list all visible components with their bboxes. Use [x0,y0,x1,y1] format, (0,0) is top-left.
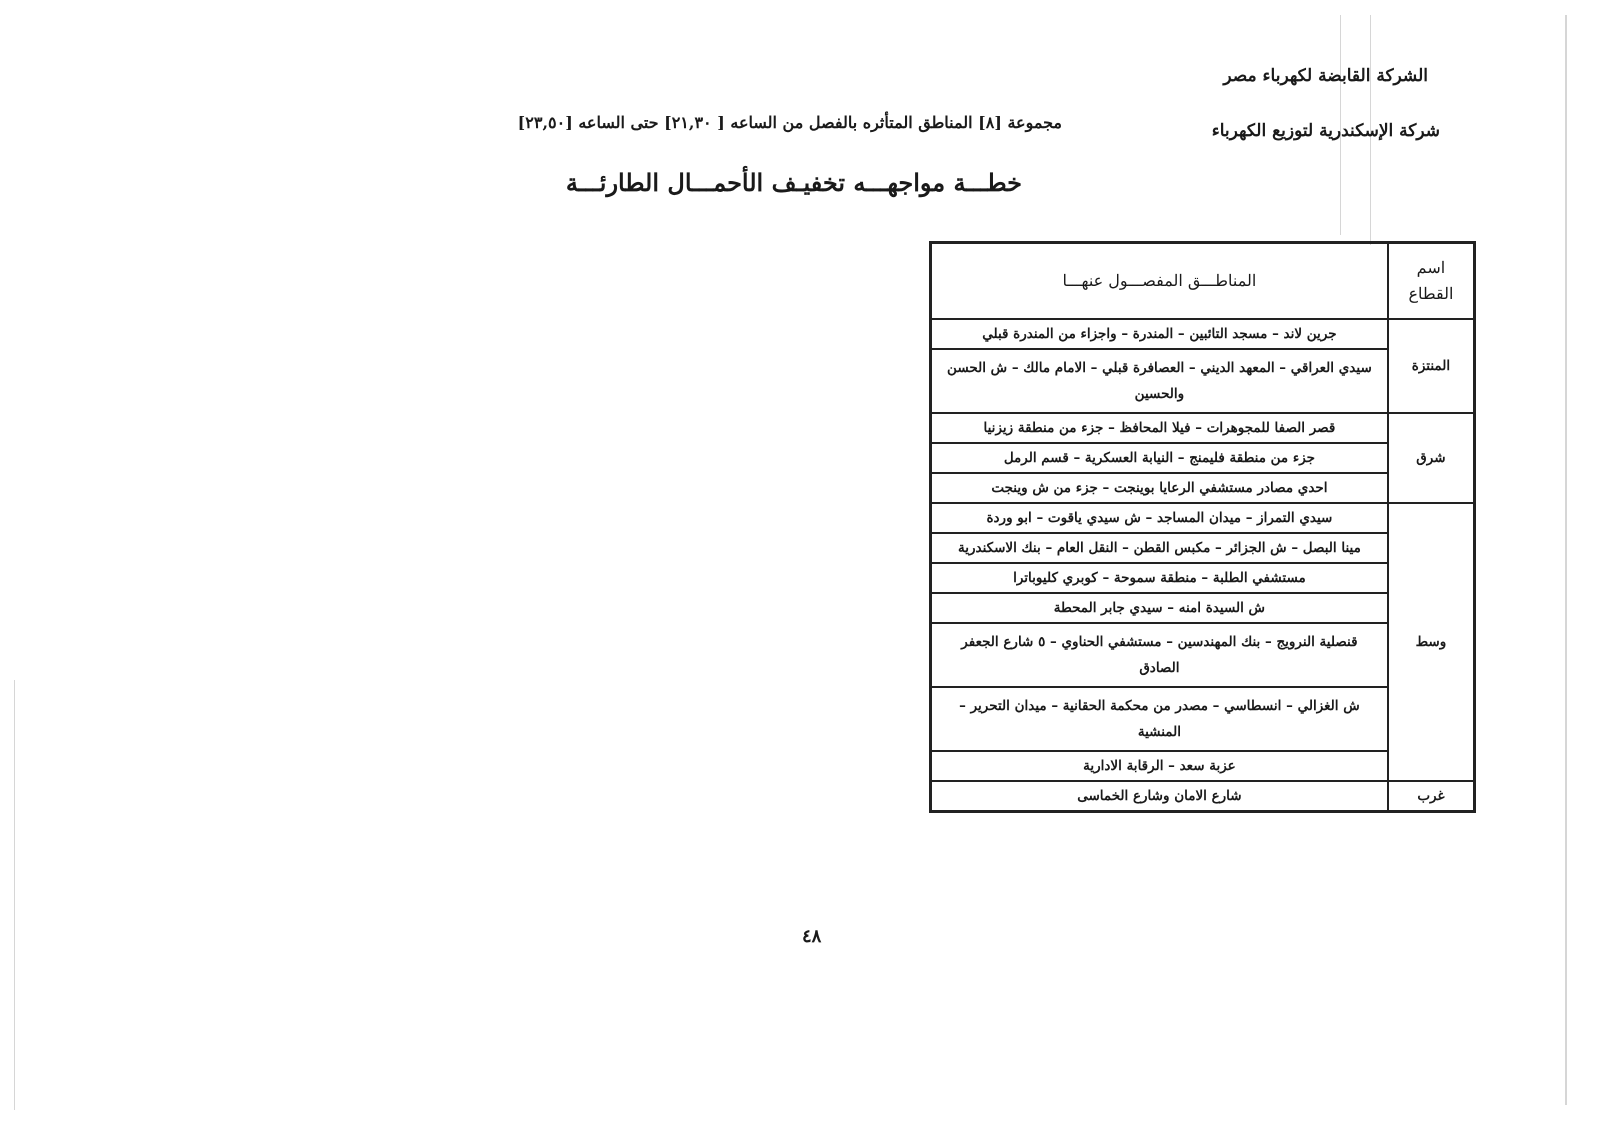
table-header-row [931,243,1475,320]
areas-cell: قصر الصفا للمجوهرات – فيلا المحافظ – جزء من منطقة زيزنيا [931,413,1388,443]
table-row [931,781,1475,811]
areas-cell: احدي مصادر مستشفي الرعايا بوينجت – جزء من ش وينجت [931,473,1388,503]
group-schedule-line: مجموعة [٨] المناطق المتأثره بالفصل من الساعه [ ٢١,٣٠] حتى الساعه [٢٣,٥٠] [517,113,1062,132]
table-row [931,503,1475,533]
areas-cell: قنصلية النرويج – بنك المهندسين – مستشفي الحناوي – ٥ شارع الجعفر الصادق [931,623,1388,687]
areas-cell: جرين لاند – مسجد التائبين – المندرة – واجزاء من المندرة قبلي [931,319,1388,349]
sector-cell-montaza: المنتزة [1388,319,1475,413]
table-row [931,413,1475,443]
plan-title: خطـــة مواجهـــه تخفيـف الأحمـــال الطارئـــة [565,168,1022,197]
areas-cell: شارع الامان وشارع الخماسى [931,781,1388,811]
column-header-areas: المناطـــق المفصـــول عنهـــا [931,243,1388,320]
areas-cell: سيدي العراقي – المعهد الديني – العصافرة قبلي – الامام مالك – ش الحسن والحسين [931,349,1388,413]
sector-cell-east: شرق [1388,413,1475,503]
table-row [931,319,1475,349]
areas-cell: مستشفي الطلبة – منطقة سموحة – كوبري كليوباترا [931,563,1388,593]
areas-cell: جزء من منطقة فليمنج – النيابة العسكرية – قسم الرمل [931,443,1388,473]
areas-cell: عزبة سعد – الرقابة الادارية [931,751,1388,781]
column-header-sector: اسم القطاع [1388,243,1475,320]
sector-cell-center: وسط [1388,503,1475,781]
scan-edge-line [14,680,15,1110]
areas-cell: مينا البصل – ش الجزائر – مكبس القطن – النقل العام – بنك الاسكندرية [931,533,1388,563]
areas-cell: ش السيدة امنه – سيدي جابر المحطة [931,593,1388,623]
areas-cell: سيدي التمراز – ميدان المساجد – ش سيدي ياقوت – ابو وردة [931,503,1388,533]
company-distribution-name: شركة الإسكندرية لتوزيع الكهرباء [1211,121,1440,141]
sector-cell-west: غرب [1388,781,1475,811]
page-number: ٤٨ [802,926,822,947]
areas-cell: ش الغزالي – انسطاسي – مصدر من محكمة الحقانية – ميدان التحرير – المنشية [931,687,1388,751]
company-holding-name: الشركة القابضة لكهرباء مصر [1223,66,1428,86]
scan-edge-line [1565,15,1567,1105]
affected-areas-table [929,241,1476,813]
